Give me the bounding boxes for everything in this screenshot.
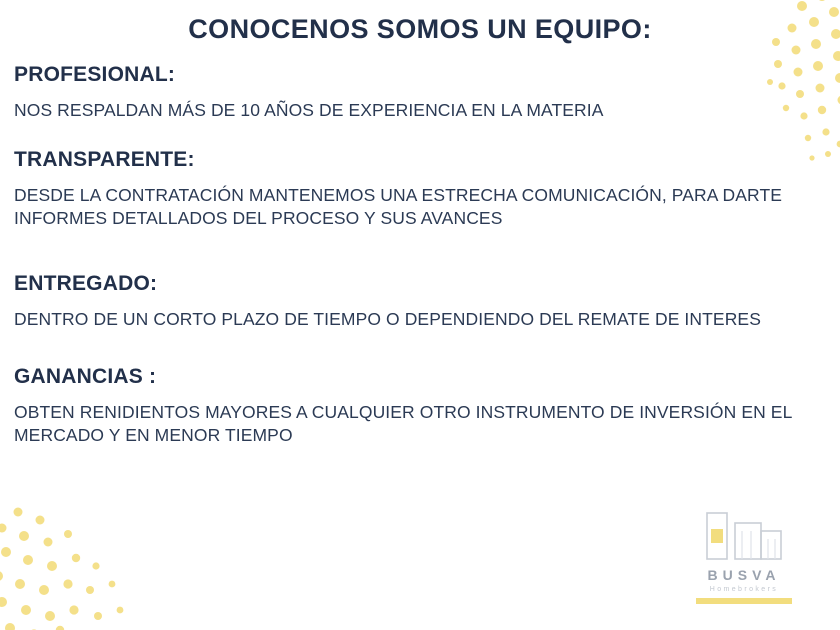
section-heading-profesional: PROFESIONAL: (14, 63, 176, 86)
section-body-ganancias: OBTEN RENIDIENTOS MAYORES A CUALQUIER OTRO INSTRUMENTO DE INVERSIÓN EN EL MERCADO Y EN MENOR TIEMPO (14, 402, 792, 446)
decorative-dots-bottom-left (0, 498, 210, 630)
building-icon (684, 507, 804, 561)
logo (684, 507, 804, 604)
section-body-entregado: DENTRO DE UN CORTO PLAZO DE TIEMPO O DEPENDIENDO DEL REMATE DE INTERES (14, 309, 761, 330)
section-body-profesional: NOS RESPALDAN MÁS DE 10 AÑOS DE EXPERIENCIA EN LA MATERIA (14, 100, 604, 120)
section-profesional (14, 63, 826, 122)
section-entregado (14, 272, 826, 331)
page-title: CONOCENOS SOMOS UN EQUIPO: (188, 14, 652, 44)
section-ganancias (14, 365, 826, 447)
section-transparente (14, 148, 826, 230)
section-heading-entregado: ENTREGADO: (14, 272, 158, 296)
section-heading-ganancias: GANANCIAS : (14, 365, 157, 389)
logo-name: BUSVA (707, 567, 781, 583)
slide-content (0, 8, 840, 448)
logo-accent-bar (696, 598, 792, 604)
section-heading-transparente: TRANSPARENTE: (14, 148, 195, 172)
logo-tagline: Homebrokers (709, 586, 779, 593)
section-body-transparente: DESDE LA CONTRATACIÓN MANTENEMOS UNA ESTRECHA COMUNICACIÓN, PARA DARTE INFORMES DETALLADOS DEL PROCESO Y SUS AVANCES (14, 185, 783, 229)
